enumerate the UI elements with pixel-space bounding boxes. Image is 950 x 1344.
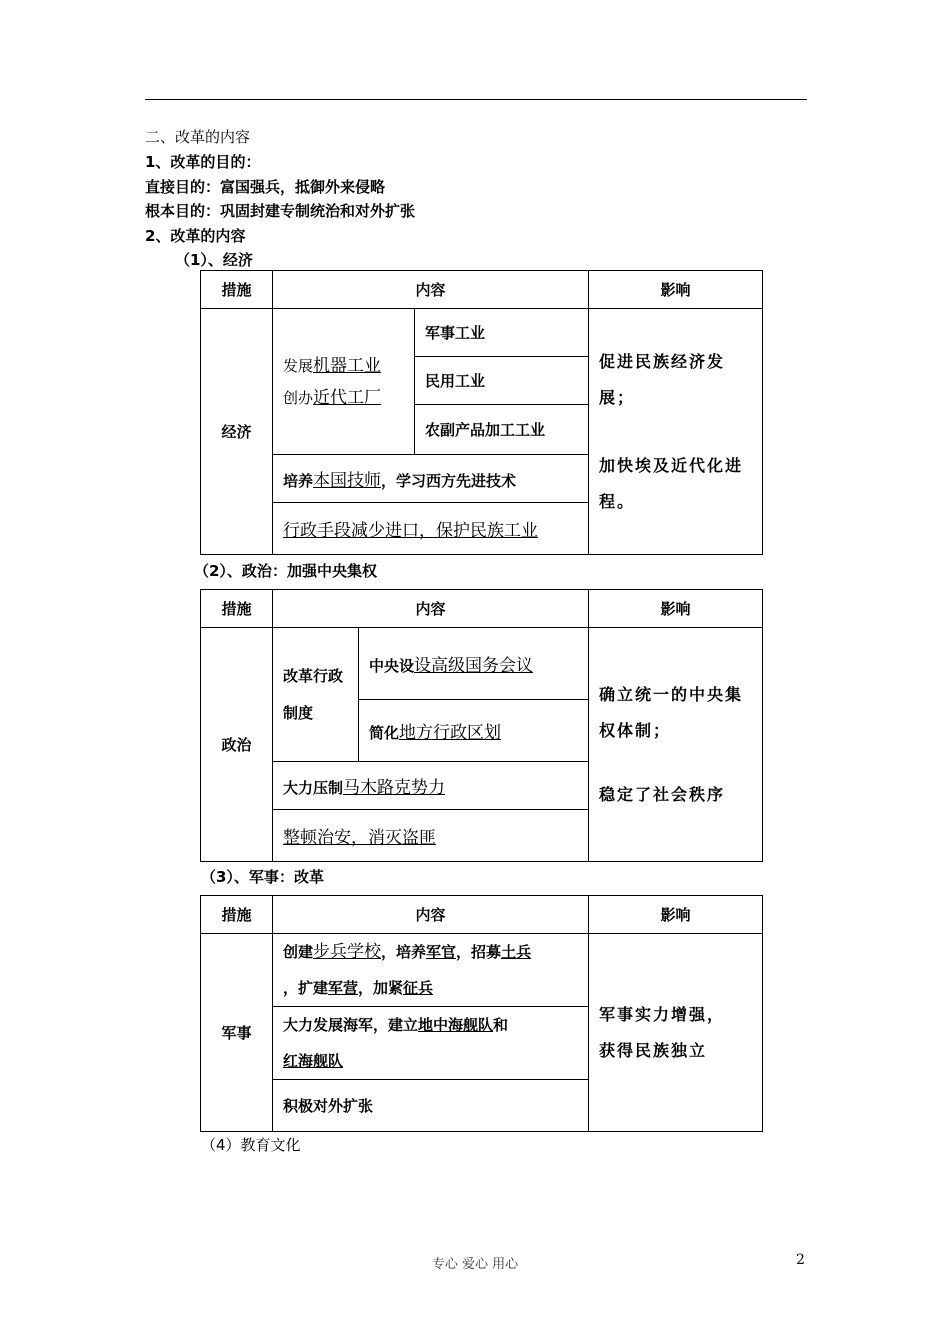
section-heading: 二、改革的内容	[145, 128, 251, 146]
sub-military: （3）、军事：改革	[201, 868, 324, 886]
header-effect: 影响	[589, 271, 763, 309]
header-content: 内容	[273, 590, 589, 628]
goal-root: 根本目的：巩固封建专制统治和对外扩张	[145, 202, 416, 220]
sub-education: （4）教育文化	[201, 1136, 301, 1154]
header-measure: 措施	[201, 271, 273, 309]
politics-central: 中央设设高级国务会议	[359, 628, 589, 700]
header-effect: 影响	[589, 896, 763, 934]
politics-order: 整顿治安，消灭盗匪	[273, 810, 589, 862]
sub-politics: （2）、政治：加强中央集权	[194, 562, 377, 580]
economy-lead: 发展机器工业 创办近代工厂	[273, 309, 415, 455]
header-effect: 影响	[589, 590, 763, 628]
economy-label: 经济	[201, 309, 273, 555]
economy-effect: 促进民族经济发展； 加快埃及近代化进程。	[589, 309, 763, 555]
sub-economy: （1）、经济	[175, 251, 253, 269]
content-title: 2、改革的内容	[145, 227, 246, 245]
header-content: 内容	[273, 896, 589, 934]
industry-civil: 民用工业	[415, 357, 589, 405]
military-label: 军事	[201, 934, 273, 1132]
industry-military: 军事工业	[415, 309, 589, 357]
military-row-1: 创建步兵学校，培养军官，招募土兵 ，扩建军营，加紧征兵	[273, 934, 589, 1007]
footer-motto: 专心 爱心 用心	[431, 1257, 519, 1272]
politics-effect: 确立统一的中央集权体制； 稳定了社会秩序	[589, 628, 763, 862]
goal-title: 1、改革的目的：	[145, 153, 261, 171]
politics-table	[200, 589, 763, 862]
military-effect: 军事实力增强， 获得民族独立	[589, 934, 763, 1132]
header-measure: 措施	[201, 896, 273, 934]
military-table	[200, 895, 763, 1132]
politics-label: 政治	[201, 628, 273, 862]
military-row-3: 积极对外扩张	[273, 1080, 589, 1132]
politics-suppress: 大力压制马木路克势力	[273, 762, 589, 810]
goal-direct: 直接目的：富国强兵，抵御外来侵略	[145, 178, 386, 196]
header-rule	[145, 99, 807, 100]
header-measure: 措施	[201, 590, 273, 628]
military-row-2: 大力发展海军，建立地中海舰队和 红海舰队	[273, 1007, 589, 1080]
page-number: 2	[796, 1252, 805, 1268]
header-content: 内容	[273, 271, 589, 309]
politics-reform: 改革行政制度	[273, 628, 359, 762]
economy-table	[200, 270, 763, 555]
industry-agri: 农副产品加工工业	[415, 405, 589, 455]
politics-simplify: 简化地方行政区划	[359, 700, 589, 762]
economy-train: 培养本国技师，学习西方先进技术	[273, 455, 589, 503]
economy-protect: 行政手段减少进口，保护民族工业	[273, 503, 589, 555]
